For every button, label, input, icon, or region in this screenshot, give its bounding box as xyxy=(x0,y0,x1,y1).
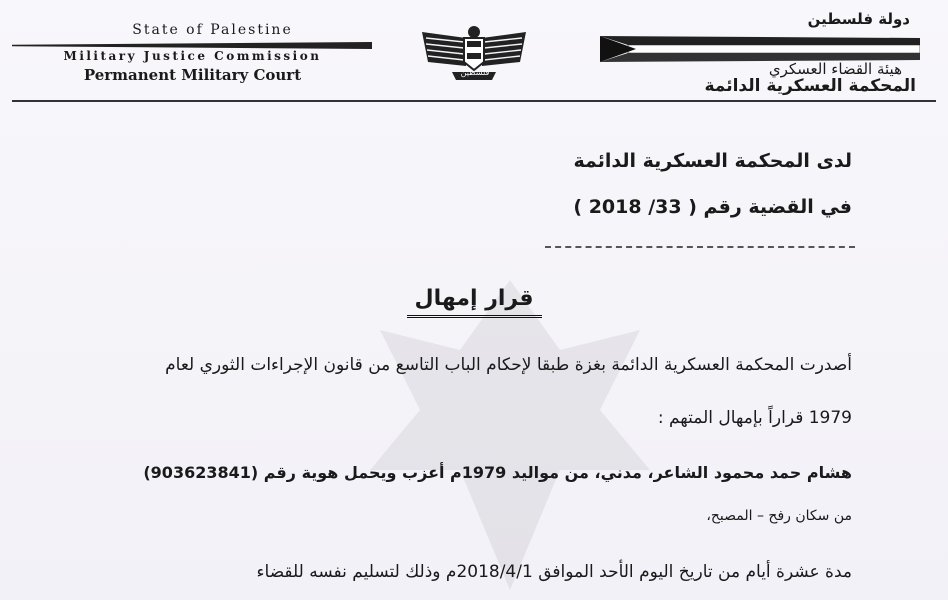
emblem-caption: فلسطين xyxy=(460,68,490,77)
palestine-flag-icon xyxy=(600,36,920,62)
decree-title-text: قرار إمهال xyxy=(407,286,542,318)
header-state-ar: دولة فلسطين xyxy=(807,10,910,28)
paragraph-decision: 1979 قراراً بإمهال المتهم : xyxy=(657,408,852,428)
court-name: لدى المحكمة العسكرية الدائمة xyxy=(573,150,852,172)
paragraph-issuance: أصدرت المحكمة العسكرية الدائمة بغزة طبقا لإحكام الباب التاسع من قانون الإجراءات الثوري لعام xyxy=(165,355,852,375)
header-commission-en: Military Justice Commission xyxy=(63,49,322,63)
case-number: في القضية رقم ( 33/ 2018 ) xyxy=(573,196,852,218)
residence-details: من سكان رفح – المصبح، xyxy=(706,508,852,524)
accused-details: هشام حمد محمود الشاعر، مدني، من مواليد 1979م أعزب ويحمل هوية رقم (903623841) xyxy=(143,463,852,482)
decree-title xyxy=(0,286,948,311)
emblem-watermark-icon xyxy=(360,270,660,600)
header-divider xyxy=(12,100,936,102)
header-court-ar: المحكمة العسكرية الدائمة xyxy=(704,76,916,96)
header-commission-ar: هيئة القضاء العسكري xyxy=(768,60,902,78)
header-state-en: State of Palestine xyxy=(132,22,293,38)
header-court-en: Permanent Military Court xyxy=(83,66,302,84)
period-details: مدة عشرة أيام من تاريخ اليوم الأحد الموافق 2018/4/1م وذلك لتسليم نفسه للقضاء xyxy=(256,562,852,582)
dashed-separator xyxy=(545,246,855,248)
header-english xyxy=(10,22,375,84)
